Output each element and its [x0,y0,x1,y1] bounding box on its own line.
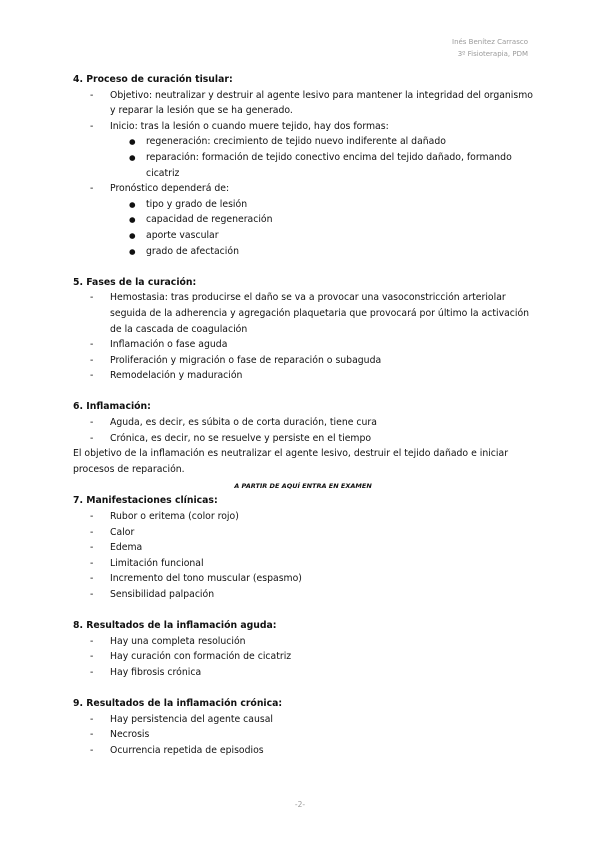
bullet-item: ● aporte vascular [73,228,533,244]
list-item: - Sensibilidad palpación [73,587,533,603]
list-item: - Hay una completa resolución [73,634,533,650]
list-item: - Crónica, es decir, no se resuelve y persiste en el tiempo [73,431,533,447]
section-6-paragraph: El objetivo de la inflamación es neutralizar el agente lesivo, destruir el tejido dañado e iniciar procesos de reparación. [73,448,509,475]
list-item: - Edema [73,540,533,556]
header-course: 3º Fisioterapia, PDM [457,50,528,58]
section-4-title: 4. Proceso de curación tisular: [73,74,233,85]
section-8-title: 8. Resultados de la inflamación aguda: [73,620,277,632]
list-item: - Objetivo: neutralizar y destruir al agente lesivo para mantener la integridad del organismo y reparar la lesión que se ha generado. [73,88,533,119]
list-item: - Rubor o eritema (color rojo) [73,509,533,525]
list-item: - Proliferación y migración o fase de reparación o subaguda [73,353,533,369]
list-item: - Hemostasia: tras producirse el daño se va a provocar una vasoconstricción arteriolar seguida de la adherencia y agregación plaquetaria que provocará por último la activación de la cascada de coagulación [73,290,533,337]
list-item: - Calor [73,525,533,541]
list-item: - Hay fibrosis crónica [73,665,533,681]
list-item: - Limitación funcional [73,556,533,572]
list-item: - Incremento del tono muscular (espasmo) [73,571,533,587]
exam-note: A PARTIR DE AQUÍ ENTRA EN EXAMEN [234,482,372,491]
header-author: Inés Benítez Carrasco [452,38,528,46]
list-item: - Inflamación o fase aguda [73,337,533,353]
bullet-item: ● capacidad de regeneración [73,212,533,228]
list-item: - Remodelación y maduración [73,368,533,384]
list-item: - Inicio: tras la lesión o cuando muere tejido, hay dos formas: [73,119,533,135]
section-5-title: 5. Fases de la curación: [73,276,197,288]
page-header [452,36,528,60]
section-7-title: 7. Manifestaciones clínicas: [73,495,218,507]
page-number: -2- [294,800,306,809]
list-item: - Necrosis [73,727,533,743]
bullet-item: ● regeneración: crecimiento de tejido nuevo indiferente al dañado [73,134,533,150]
list-item: - Hay curación con formación de cicatriz [73,649,533,665]
list-item: - Hay persistencia del agente causal [73,712,533,728]
document-body [73,72,533,759]
list-item: - Ocurrencia repetida de episodios [73,743,533,759]
section-9-title: 9. Resultados de la inflamación crónica: [73,698,283,710]
bullet-item: ● reparación: formación de tejido conectivo encima del tejido dañado, formando cicatriz [73,150,533,181]
bullet-item: ● tipo y grado de lesión [73,197,533,213]
list-item: - Pronóstico dependerá de: [73,181,533,197]
section-6-title: 6. Inflamación: [73,401,151,413]
list-item: - Aguda, es decir, es súbita o de corta duración, tiene cura [73,415,533,431]
bullet-item: ● grado de afectación [73,244,533,260]
